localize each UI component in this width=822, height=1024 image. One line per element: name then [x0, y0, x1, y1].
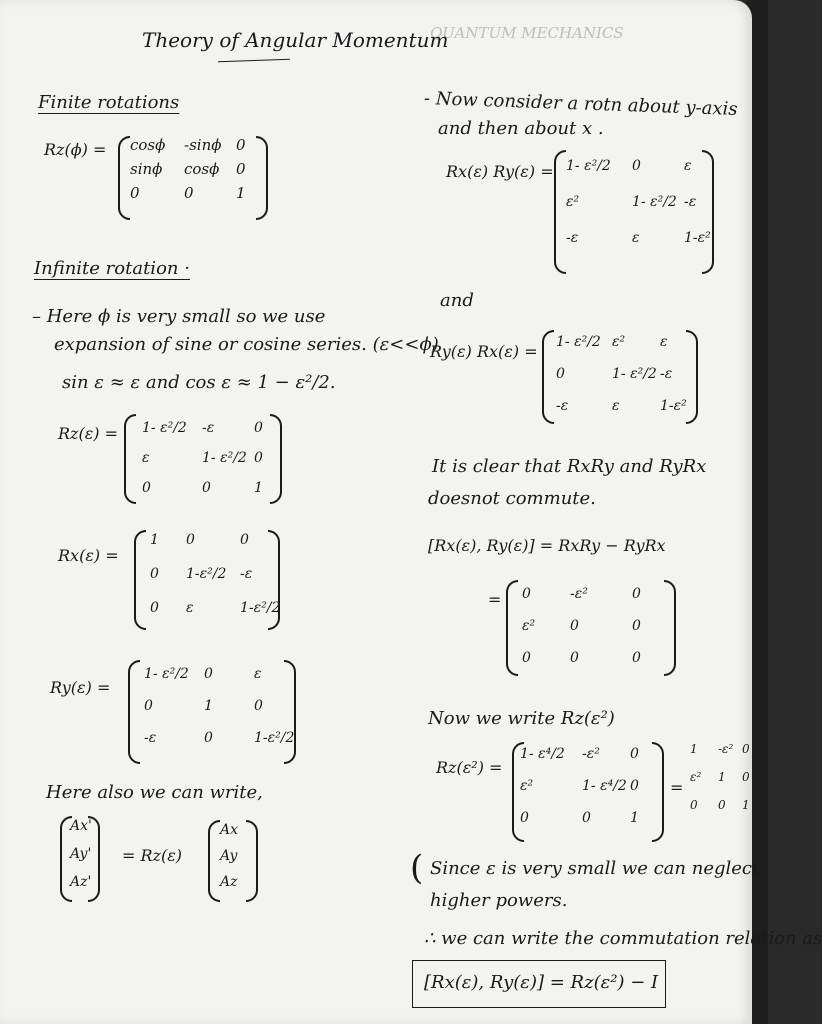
matrix-cell: 0 — [630, 778, 639, 794]
rz-eps-label: Rz(ε) = — [58, 424, 119, 443]
matrix-cell: 1 — [718, 770, 726, 784]
matrix-cell: 1 — [204, 698, 213, 714]
matrix-cell: Ax' — [70, 818, 92, 834]
matrix-cell: ε — [660, 334, 668, 350]
matrix-cell: 1-ε²/2 — [254, 730, 295, 746]
ry-eps-label: Ry(ε) = — [50, 678, 111, 697]
matrix-cell: 1- ε²/2 — [556, 334, 601, 350]
matrix-cell: 1- ε⁴/2 — [582, 778, 627, 794]
matrix-cell: ε² — [520, 778, 534, 794]
matrix-cell: -ε — [556, 398, 569, 414]
matrix-cell: 0 — [204, 730, 213, 746]
matrix-cell: 0 — [570, 618, 579, 634]
matrix-cell: 0 — [254, 420, 263, 436]
matrix-cell: 0 — [186, 532, 195, 548]
since-open-paren: ( — [410, 848, 424, 888]
and-word: and — [440, 290, 474, 311]
matrix-cell: 1- ε²/2 — [202, 450, 247, 466]
matrix-cell: 0 — [632, 586, 641, 602]
rz-phi-label: Rz(ϕ) = — [44, 140, 107, 159]
matrix-right-paren — [270, 414, 282, 504]
matrix-cell: 0 — [520, 810, 529, 826]
matrix-cell: ε — [254, 666, 262, 682]
matrix-cell: -ε — [566, 230, 579, 246]
matrix-left-paren — [554, 150, 566, 274]
matrix-cell: 1-ε²/2 — [240, 600, 281, 616]
matrix-cell: 0 — [204, 666, 213, 682]
matrix-cell: 0 — [690, 798, 698, 812]
clear-line-1: It is clear that RxRy and RyRx — [432, 456, 707, 477]
matrix-cell: 1 — [236, 184, 246, 202]
matrix-left-paren — [542, 330, 554, 424]
matrix-right-paren — [686, 330, 698, 424]
now-write-text: Now we write Rz(ε²) — [428, 708, 615, 729]
matrix-cell: 0 — [144, 698, 153, 714]
now-consider-line-1: - Now consider a rotn about y-axis — [423, 88, 738, 120]
text-line-3: sin ε ≈ ε and cos ε ≈ 1 − ε²/2. — [62, 372, 336, 393]
matrix-cell: 0 — [630, 746, 639, 762]
matrix-cell: 0 — [718, 798, 726, 812]
matrix-cell: 0 — [632, 618, 641, 634]
final-result-equation: [Rx(ε), Ry(ε)] = Rz(ε²) − I — [424, 972, 659, 993]
matrix-left-paren — [506, 580, 518, 676]
matrix-cell: 0 — [582, 810, 591, 826]
matrix-cell: -ε — [144, 730, 157, 746]
ryrx-label: Ry(ε) Rx(ε) = — [430, 342, 538, 361]
matrix-cell: 0 — [632, 650, 641, 666]
matrix-cell: 0 — [632, 158, 641, 174]
matrix-cell: 1- ε²/2 — [632, 194, 677, 210]
matrix-cell: cosϕ — [184, 160, 220, 178]
infinite-rotation-heading: Infinite rotation · — [34, 258, 190, 279]
matrix-cell: 1- ε²/2 — [142, 420, 187, 436]
matrix-right-paren — [256, 136, 268, 220]
matrix-cell: ε² — [566, 194, 580, 210]
title-underline — [218, 59, 290, 63]
matrix-cell: ε — [186, 600, 194, 616]
matrix-cell: 1 — [254, 480, 263, 496]
matrix-cell: Ax — [220, 822, 239, 838]
matrix-cell: 1- ε²/2 — [144, 666, 189, 682]
text-line-2: expansion of sine or cosine series. (ε<<ϕ) — [54, 334, 439, 355]
matrix-cell: Az' — [70, 874, 92, 890]
matrix-left-paren — [134, 530, 146, 630]
matrix-cell: 0 — [570, 650, 579, 666]
matrix-cell: 0 — [254, 698, 263, 714]
matrix-cell: 0 — [130, 184, 140, 202]
matrix-cell: 0 — [150, 566, 159, 582]
matrix-cell: -ε — [202, 420, 215, 436]
matrix-cell: 0 — [556, 366, 565, 382]
matrix-cell: 1-ε² — [684, 230, 711, 246]
vector-right-paren — [246, 820, 258, 902]
matrix-cell: sinϕ — [130, 160, 163, 178]
matrix-cell: 0 — [254, 450, 263, 466]
rz-eps2-equals: = — [670, 778, 684, 797]
matrix-cell: 1-ε² — [660, 398, 687, 414]
matrix-cell: -ε — [240, 566, 253, 582]
commutator-label: [Rx(ε), Ry(ε)] = RxRy − RyRx — [428, 536, 666, 555]
matrix-cell: 1 — [690, 742, 698, 756]
matrix-cell: ε — [612, 398, 620, 414]
matrix-cell: 0 — [236, 160, 246, 178]
matrix-cell: 1 — [630, 810, 639, 826]
matrix-cell: 0 — [522, 650, 531, 666]
matrix-cell: 1 — [742, 798, 750, 812]
matrix-right-paren — [652, 742, 664, 842]
vector-left-paren — [208, 820, 220, 902]
now-consider-line-2: and then about x . — [438, 118, 604, 139]
matrix-cell: 0 — [184, 184, 194, 202]
matrix-cell: ε — [684, 158, 692, 174]
matrix-cell: ε² — [690, 770, 702, 784]
since-line-2: higher powers. — [430, 890, 568, 911]
matrix-cell: 1 — [150, 532, 159, 548]
matrix-cell: -sinϕ — [184, 136, 222, 154]
matrix-cell: 0 — [742, 770, 750, 784]
matrix-cell: 0 — [150, 600, 159, 616]
rxry-label: Rx(ε) Ry(ε) = — [446, 162, 554, 181]
matrix-cell: 1- ε²/2 — [566, 158, 611, 174]
matrix-right-paren — [284, 660, 296, 764]
matrix-cell: Ay — [220, 848, 238, 864]
matrix-cell: -ε² — [718, 742, 734, 756]
finite-rotations-heading: Finite rotations — [38, 92, 180, 113]
matrix-cell: Ay' — [70, 846, 92, 862]
matrix-right-paren — [702, 150, 714, 274]
matrix-cell: 1- ε²/2 — [612, 366, 657, 382]
matrix-cell: -ε² — [570, 586, 588, 602]
here-also-text: Here also we can write, — [46, 782, 263, 803]
matrix-cell: 0 — [142, 480, 151, 496]
vector-equation-middle: = Rz(ε) — [122, 846, 183, 865]
rx-eps-label: Rx(ε) = — [58, 546, 119, 565]
matrix-cell: 1- ε⁴/2 — [520, 746, 565, 762]
matrix-cell: ε² — [612, 334, 626, 350]
page-title: Theory of Angular Momentum — [142, 28, 449, 52]
commutator-equals: = — [488, 590, 502, 609]
matrix-cell: 0 — [202, 480, 211, 496]
matrix-left-paren — [124, 414, 136, 504]
since-line-1: Since ε is very small we can neglect — [430, 858, 760, 879]
matrix-cell: 1-ε²/2 — [186, 566, 227, 582]
matrix-cell: -ε — [660, 366, 673, 382]
matrix-cell: ε — [632, 230, 640, 246]
bleed-through-text: QUANTUM MECHANICS — [430, 24, 624, 42]
matrix-cell: -ε² — [582, 746, 600, 762]
matrix-cell: 0 — [742, 742, 750, 756]
matrix-right-paren — [664, 580, 676, 676]
matrix-cell: Az — [220, 874, 238, 890]
matrix-cell: 0 — [240, 532, 249, 548]
matrix-left-paren — [118, 136, 130, 220]
matrix-cell: -ε — [684, 194, 697, 210]
matrix-cell: ε² — [522, 618, 536, 634]
matrix-cell: 0 — [236, 136, 246, 154]
matrix-cell: ε — [142, 450, 150, 466]
matrix-cell: cosϕ — [130, 136, 166, 154]
clear-line-2: doesnot commute. — [428, 488, 596, 509]
rz-eps2-label: Rz(ε²) = — [436, 758, 503, 777]
matrix-left-paren — [128, 660, 140, 764]
text-line-1: – Here ϕ is very small so we use — [32, 306, 326, 327]
we-can-write-text: ∴ we can write the commutation relation as — [424, 928, 822, 949]
matrix-cell: 0 — [522, 586, 531, 602]
